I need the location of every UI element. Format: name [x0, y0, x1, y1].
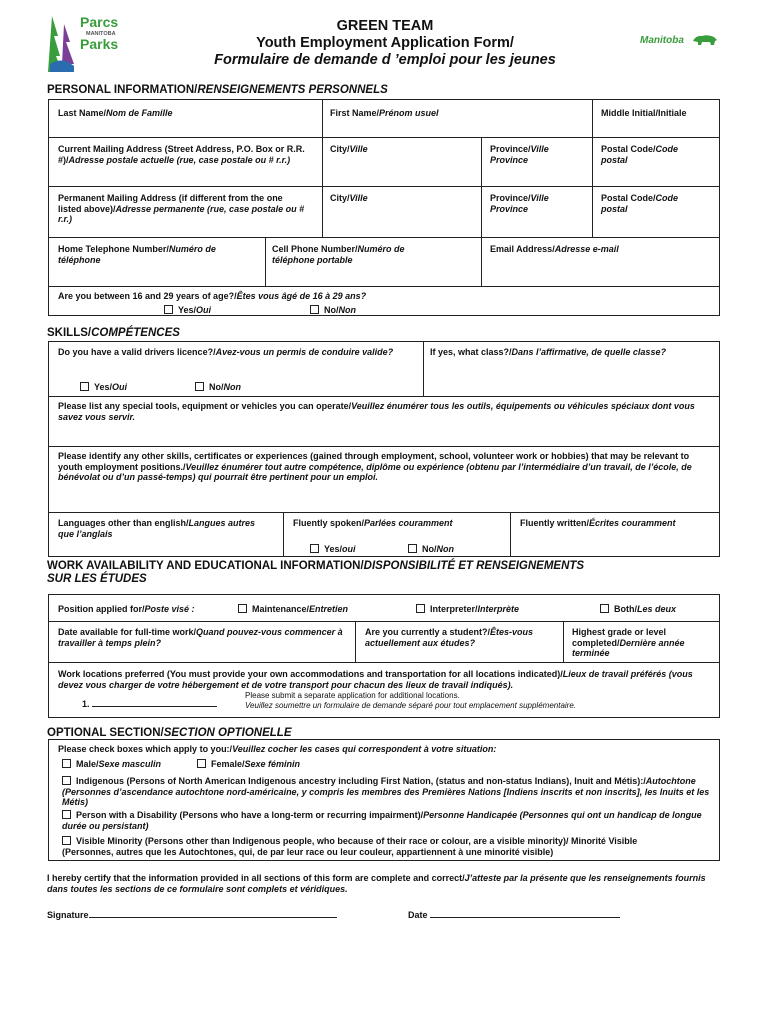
fluently-written-label: Fluently written/Écrites couramment [520, 518, 676, 528]
date-field[interactable]: Date [408, 910, 620, 921]
home-phone-field[interactable]: Home Telephone Number/Numéro de téléphone [58, 244, 216, 265]
form-subtitle-fr: Formulaire de demande d ’emploi pour les jeunes [214, 52, 556, 68]
cell-phone-field[interactable]: Cell Phone Number/Numéro de téléphone portable [272, 244, 405, 265]
disability-checkbox[interactable]: Person with a Disability (Persons who have a long-term or recurring impairment)/Personne Handicapée (Personnes qui ont un handicap de longue durée ou persistant) [62, 810, 702, 831]
tools-field[interactable]: Please list any special tools, equipment or vehicles you can operate/Veuillez énumérer tous les outils, équipements ou véhicules spéciaux dont vous savez vous servir. [58, 401, 695, 422]
location-1-field[interactable]: 1. [82, 699, 217, 710]
licence-yes-checkbox[interactable]: Yes/Oui [80, 382, 127, 393]
perm-city-field[interactable]: City/Ville [330, 193, 368, 203]
other-skills-field[interactable]: Please identify any other skills, certificates or experiences (gained through employment, school, volunteer work or hobbies) that may be relevant to youth employment positions./Veuillez énumérer tout autre compétence, diplôme ou expérience (obtenu par l’intermédiaire d’un travail, de l’école, de bénévolat ou d’un passé-temps) qui pourrait être pertinent pour un emploi. [58, 451, 692, 482]
student-field[interactable]: Are you currently a student?/Êtes-vous actuellement aux études? [365, 627, 534, 648]
perm-postal-code-field[interactable]: Postal Code/Code postal [601, 193, 679, 214]
work-heading: WORK AVAILABILITY AND EDUCATIONAL INFORMATION/DISPONSIBILITÉ ET RENSEIGNEMENTS SUR LES ÉTUDES [47, 560, 585, 585]
postal-code-field[interactable]: Postal Code/Code postal [601, 144, 679, 165]
languages-field[interactable]: Languages other than english/Langues autres que l’anglais [58, 518, 256, 539]
form-title: GREEN TEAM [336, 18, 434, 34]
language-yes-checkbox[interactable]: Yes/oui [310, 544, 356, 555]
licence-no-checkbox[interactable]: No/Non [195, 382, 241, 393]
optional-heading: OPTIONAL SECTION/SECTION OPTIONELLE [47, 727, 292, 739]
bison-icon [692, 33, 718, 47]
personal-heading: PERSONAL INFORMATION/RENSEIGNEMENTS PERSONNELS [47, 84, 388, 96]
permanent-address-field[interactable]: Permanent Mailing Address (if different from the one listed above)/Adresse permanente (rue, case postale ou # r.r.) [58, 193, 305, 224]
logo-manitoba: MANITOBA [86, 31, 116, 37]
visible-minority-checkbox[interactable]: Visible Minority (Persons other than Indigenous people, who because of their race or colour, are a visible minority)/ Minorité Visible (Personnes, autres que les Autochtones, qui, de par leur race ou leur couleur, appartiennent à une minorité visible) [62, 836, 638, 857]
logo-parks: Parks [80, 36, 119, 52]
both-checkbox[interactable]: Both/Les deux [600, 604, 676, 615]
manitoba-logo: Manitoba [640, 35, 684, 46]
current-address-field[interactable]: Current Mailing Address (Street Address, P.O. Box or R.R. #)/Adresse postale actuelle (rue, case postale ou # r.r.) [58, 144, 305, 165]
maintenance-checkbox[interactable]: Maintenance/Entretien [238, 604, 348, 615]
licence-question: Do you have a valid drivers licence?/Avez-vous un permis de conduire valide? [58, 347, 394, 357]
first-name-field[interactable]: First Name/Prénom usuel [330, 108, 439, 118]
last-name-field[interactable]: Last Name/Nom de Famille [58, 108, 173, 118]
age-yes-checkbox[interactable]: Yes/Oui [164, 305, 211, 316]
certification-text: I hereby certify that the information provided in all sections of this form are complete and correct/J’atteste par la présente que les renseignements fournis dans toutes les sections de ce formulaire sont complets et véridiques. [47, 873, 706, 894]
email-field[interactable]: Email Address/Adresse e-mail [490, 244, 619, 254]
grade-field[interactable]: Highest grade or level completed/Dernière année terminée [572, 627, 685, 658]
form-subtitle: Youth Employment Application Form/ [256, 35, 514, 51]
fluently-spoken-label: Fluently spoken/Parlées couramment [293, 518, 453, 528]
position-label: Position applied for/Poste visé : [58, 604, 195, 614]
age-question: Are you between 16 and 29 years of age?/Êtes vous âgé de 16 à 29 ans? [58, 291, 367, 301]
language-no-checkbox[interactable]: No/Non [408, 544, 454, 555]
date-available-field[interactable]: Date available for full-time work/Quand pouvez-vous commencer à travailler à temps plein? [58, 627, 343, 648]
city-field[interactable]: City/Ville [330, 144, 368, 154]
province-field[interactable]: Province/Ville Province [490, 144, 549, 165]
skills-heading: SKILLS/COMPÉTENCES [47, 327, 180, 339]
logo-parcs: Parcs [80, 14, 119, 30]
interpreter-checkbox[interactable]: Interpreter/Interprète [416, 604, 519, 615]
check-boxes-instruction: Please check boxes which apply to you:/Veuillez cocher les cases qui correspondent à votre situation: [58, 744, 497, 754]
male-checkbox[interactable]: Male/Sexe masculin [62, 759, 161, 770]
signature-field[interactable]: Signature [47, 910, 337, 921]
licence-class-field[interactable]: If yes, what class?/Dans l’affirmative, de quelle classe? [430, 347, 666, 357]
female-checkbox[interactable]: Female/Sexe féminin [197, 759, 300, 770]
middle-initial-field[interactable]: Middle Initial/Initiale [601, 108, 687, 118]
work-locations-label: Work locations preferred (You must provide your own accommodations and transportation for all locations indicated)/Lieux de travail préférés (vous devez vous charger de votre hébergement et de votre transport pour chacun des lieux de travail indiqués). [58, 669, 693, 690]
perm-province-field[interactable]: Province/Ville Province [490, 193, 549, 214]
separate-application-note: Please submit a separate application for additional locations. Veuillez soumettre un formulaire de demande séparé pour tout emplacement supplémentaire. [245, 691, 576, 710]
indigenous-checkbox[interactable]: Indigenous (Persons of North American Indigenous ancestry including First Nation, (status and non-status Indians), Inuit and Métis):/Autochtone (Personnes d’ascendance autochtone nord-américaine, y compris les membres des Premières Nations [Indiens inscrits et non inscrits], les Inuits et les Métis) [62, 776, 710, 807]
age-no-checkbox[interactable]: No/Non [310, 305, 356, 316]
